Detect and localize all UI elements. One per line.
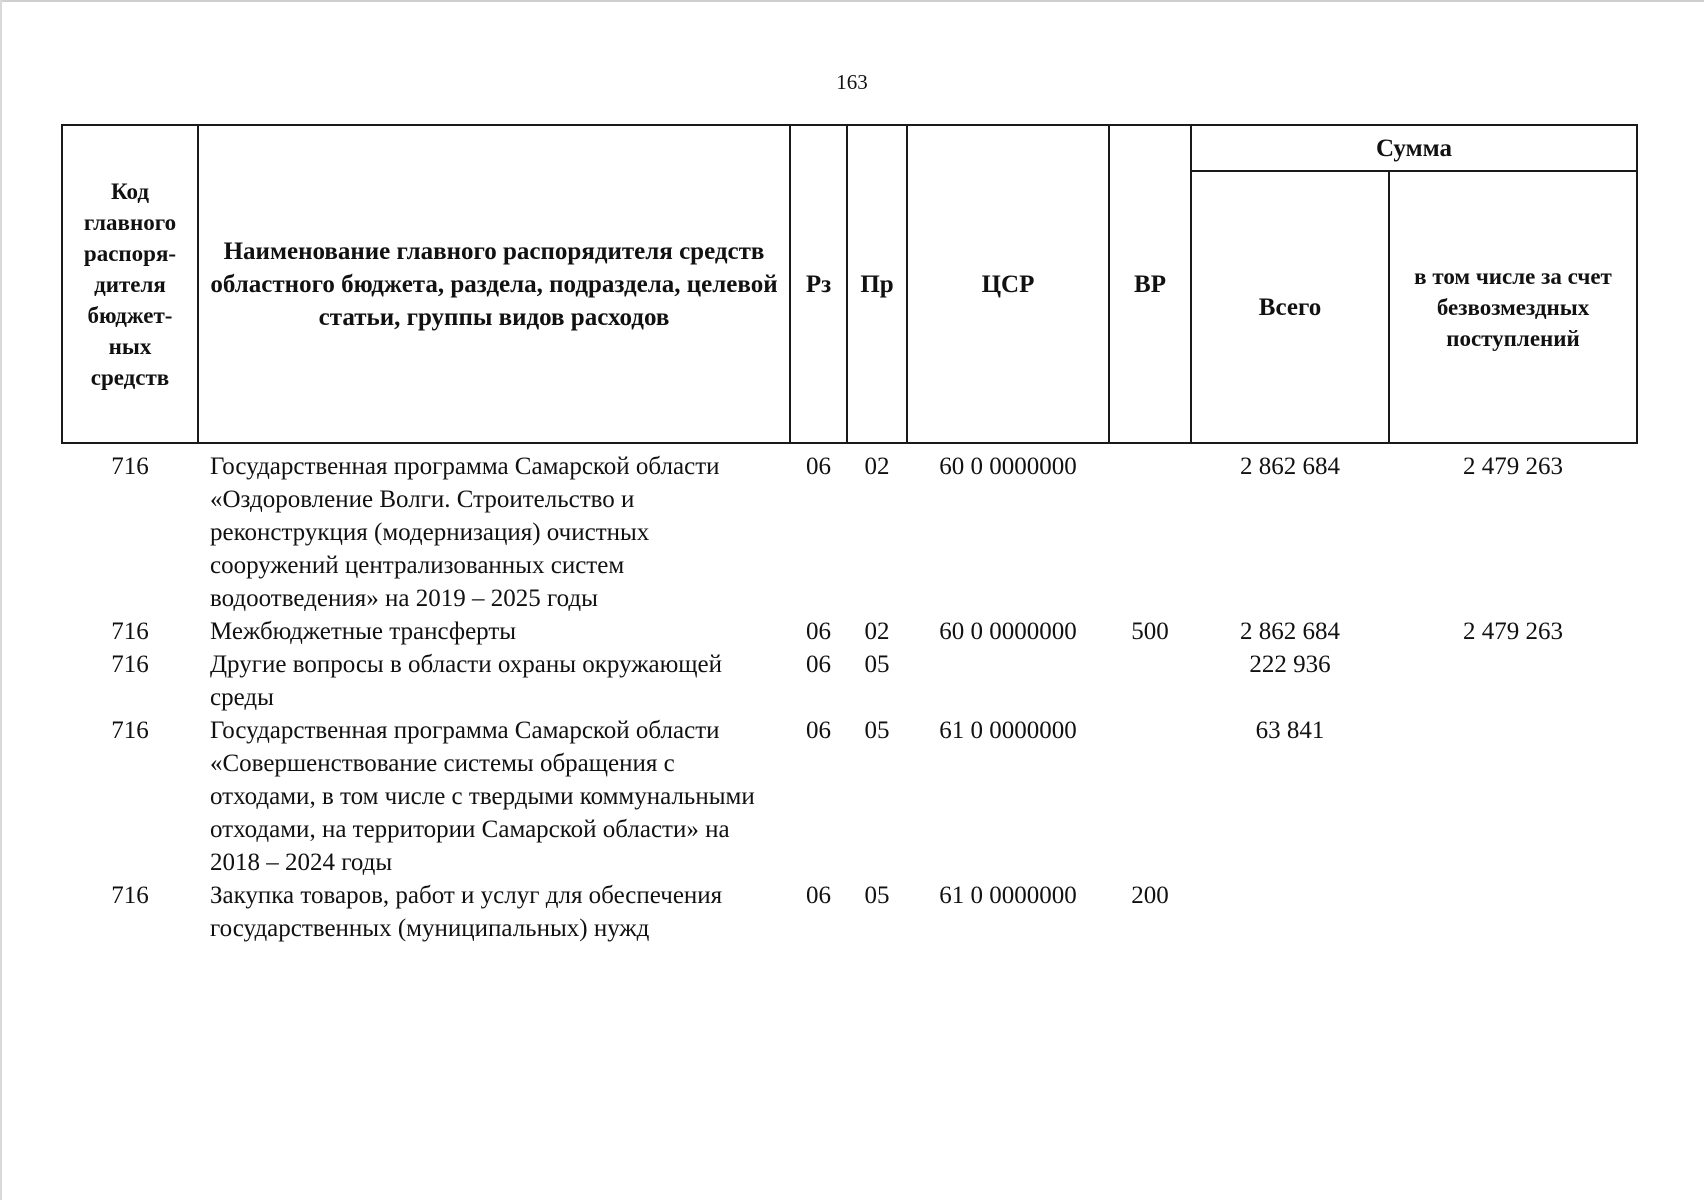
cell-pr: 05 <box>864 717 890 744</box>
cell-free <box>1389 648 1637 714</box>
cell-rz: 06 <box>806 618 831 645</box>
cell-vr <box>1109 648 1191 714</box>
cell-free: 2 479 263 <box>1463 618 1563 645</box>
cell-rz: 06 <box>806 717 831 744</box>
cell-code: 716 <box>111 651 149 678</box>
cell-name: Другие вопросы в области охраны окружающей среды <box>210 651 723 711</box>
header-free: в том числе за счет безвозмездных поступлений <box>1389 171 1637 443</box>
cell-total: 2 862 684 <box>1240 453 1340 480</box>
table-row <box>62 714 1637 879</box>
cell-code: 716 <box>111 717 149 744</box>
cell-pr: 05 <box>864 651 890 678</box>
cell-vr: 500 <box>1131 618 1169 645</box>
sheet-edge-top <box>0 0 1704 2</box>
cell-csr: 60 0 0000000 <box>939 453 1077 480</box>
sheet-edge-left <box>0 0 2 1200</box>
cell-free <box>1389 714 1637 879</box>
header-csr: ЦСР <box>907 125 1109 443</box>
cell-pr: 02 <box>864 453 890 480</box>
header-total: Всего <box>1191 171 1389 443</box>
header-name: Наименование главного распорядителя средств областного бюджета, раздела, подраздела, целевой статьи, группы видов расходов <box>198 125 790 443</box>
budget-table <box>61 124 1638 945</box>
cell-vr <box>1109 443 1191 615</box>
cell-csr <box>907 648 1109 714</box>
header-rz: Рз <box>790 125 847 443</box>
header-code: Код главного распоря-дителя бюджет-ных средств <box>62 125 198 443</box>
cell-rz: 06 <box>806 453 831 480</box>
header-sum: Сумма <box>1191 125 1637 171</box>
cell-name: Государственная программа Самарской области «Совершенствование системы обращения с отходами, в том числе с твердыми коммунальными отходами, на территории Самарской области» на 2018 – 2024 годы <box>210 717 755 876</box>
header-vr: ВР <box>1109 125 1191 443</box>
cell-name: Межбюджетные трансферты <box>210 618 517 645</box>
header-pr: Пр <box>847 125 907 443</box>
table-header <box>62 125 1637 443</box>
table-body <box>62 443 1637 945</box>
cell-total: 222 936 <box>1249 651 1331 678</box>
table-row <box>62 615 1637 648</box>
table-row <box>62 648 1637 714</box>
page-number: 163 <box>836 70 868 94</box>
cell-code: 716 <box>111 882 149 909</box>
cell-csr: 61 0 0000000 <box>939 717 1077 744</box>
cell-csr: 60 0 0000000 <box>939 618 1077 645</box>
cell-total: 2 862 684 <box>1240 618 1340 645</box>
cell-name: Закупка товаров, работ и услуг для обеспечения государственных (муниципальных) нужд <box>210 882 723 942</box>
cell-csr: 61 0 0000000 <box>939 882 1077 909</box>
cell-code: 716 <box>111 618 149 645</box>
cell-pr: 02 <box>864 618 890 645</box>
cell-total: 63 841 <box>1255 717 1325 744</box>
table-row <box>62 879 1637 945</box>
cell-vr: 200 <box>1131 882 1169 909</box>
cell-rz: 06 <box>806 882 831 909</box>
cell-pr: 05 <box>864 882 890 909</box>
table-row <box>62 443 1637 615</box>
cell-free <box>1389 879 1637 945</box>
cell-free: 2 479 263 <box>1463 453 1563 480</box>
cell-total <box>1191 879 1389 945</box>
cell-rz: 06 <box>806 651 831 678</box>
cell-name: Государственная программа Самарской области «Оздоровление Волги. Строительство и реконструкция (модернизация) очистных сооружений централизованных систем водоотведения» на 2019 – 2025 годы <box>210 453 720 612</box>
cell-code: 716 <box>111 453 149 480</box>
cell-vr <box>1109 714 1191 879</box>
